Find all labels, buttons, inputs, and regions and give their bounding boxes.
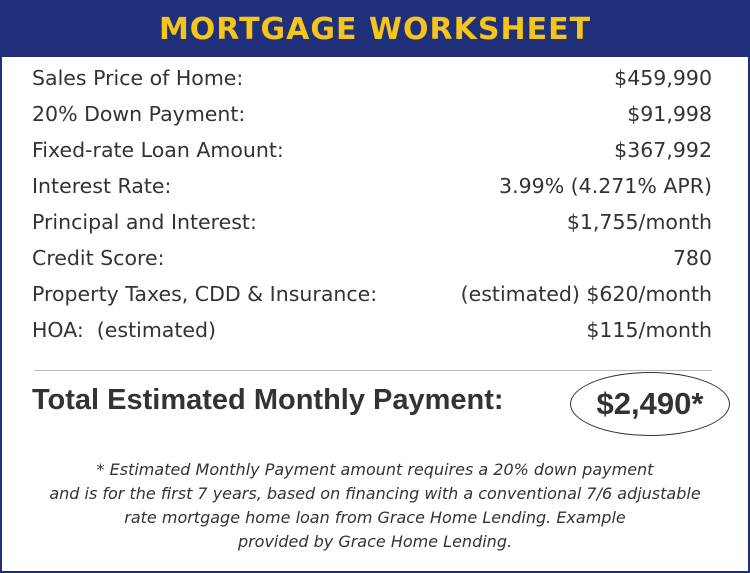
row-value: 780 [672,246,712,270]
row-taxes-insurance [32,276,712,312]
total-label: Total Estimated Monthly Payment: [32,384,504,416]
row-value: $367,992 [614,138,712,162]
row-down-payment [32,96,712,132]
row-value: $459,990 [614,66,712,90]
row-value: 3.99% (4.271% APR) [499,174,712,198]
footnote [22,458,728,554]
row-loan-amount [32,132,712,168]
row-label: Fixed-rate Loan Amount: [32,138,284,162]
row-label: Sales Price of Home: [32,66,244,90]
footnote-line: and is for the first 7 years, based on financing with a conventional 7/6 adjustable [49,484,701,503]
footnote-line: rate mortgage home loan from Grace Home Lending. Example [124,508,626,527]
row-label: Credit Score: [32,246,165,270]
row-hoa [32,312,712,348]
row-principal-interest [32,204,712,240]
row-value: $115/month [586,318,712,342]
footnote-line: * Estimated Monthly Payment amount requires a 20% down payment [96,460,654,479]
row-value: $91,998 [627,102,712,126]
page-title: MORTGAGE WORKSHEET [158,12,592,47]
footnote-line: provided by Grace Home Lending. [237,532,513,551]
header-bar [2,2,748,57]
row-credit-score [32,240,712,276]
row-value: $1,755/month [566,210,712,234]
row-value: (estimated) $620/month [460,282,712,306]
row-label: Interest Rate: [32,174,172,198]
row-label: Principal and Interest: [32,210,257,234]
row-sales-price [32,60,712,96]
worksheet-rows [32,60,712,348]
row-label: Property Taxes, CDD & Insurance: [32,282,378,306]
total-value: $2,490* [596,386,704,421]
divider [34,370,712,371]
row-interest-rate [32,168,712,204]
row-label: 20% Down Payment: [32,102,246,126]
total-oval [570,372,730,436]
row-label: HOA: (estimated) [32,318,217,342]
